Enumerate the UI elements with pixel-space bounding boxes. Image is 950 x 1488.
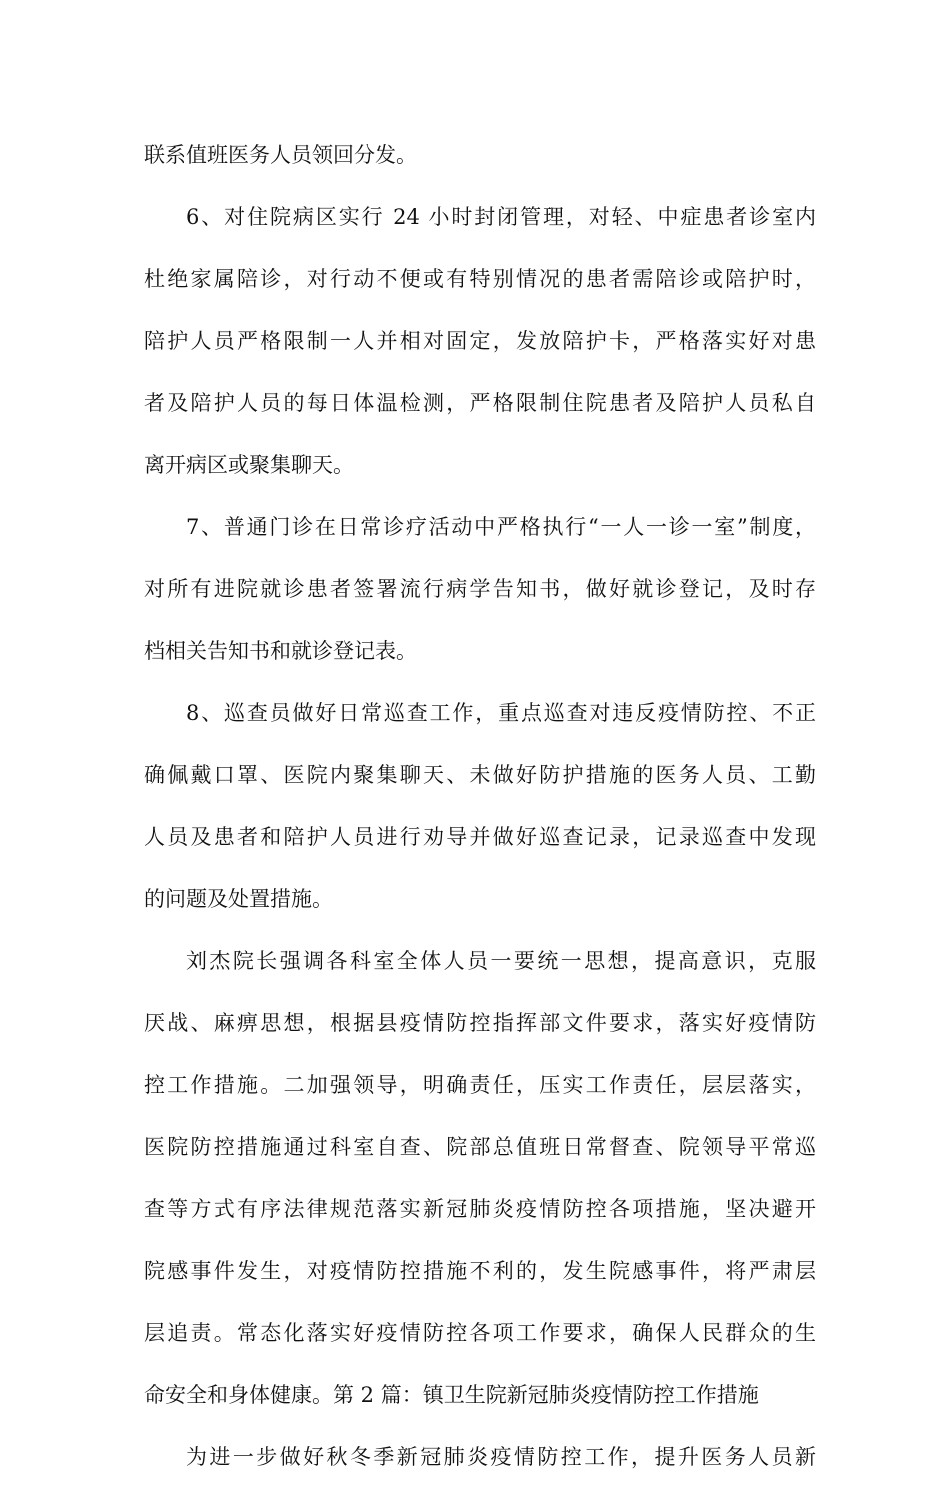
paragraph-line: 厌战、麻痹思想，根据县疫情防控指挥部文件要求，落实好疫情防 [144,1011,816,1035]
paragraph-line: 层追责。常态化落实好疫情防控各项工作要求，确保人民群众的生 [144,1321,816,1345]
paragraph-line: 刘杰院长强调各科室全体人员一要统一思想，提高意识，克服 [186,949,816,973]
paragraph-line: 联系值班医务人员领回分发。 [144,143,417,167]
paragraph-line: 院感事件发生，对疫情防控措施不利的，发生院感事件，将严肃层 [144,1259,816,1283]
paragraph-line: 查等方式有序法律规范落实新冠肺炎疫情防控各项措施，坚决避开 [144,1197,816,1221]
paragraph-line: 8、巡查员做好日常巡查工作，重点巡查对违反疫情防控、不正 [186,701,816,725]
paragraph-line: 档相关告知书和就诊登记表。 [144,639,417,663]
paragraph-line: 为进一步做好秋冬季新冠肺炎疫情防控工作，提升医务人员新 [186,1445,816,1469]
paragraph-line: 对所有进院就诊患者签署流行病学告知书，做好就诊登记，及时存 [144,577,816,601]
paragraph-line: 6、对住院病区实行 24 小时封闭管理，对轻、中症患者诊室内 [186,205,816,229]
paragraph-line: 陪护人员严格限制一人并相对固定，发放陪护卡，严格落实好对患 [144,329,816,353]
paragraph-line: 命安全和身体健康。第 2 篇：镇卫生院新冠肺炎疫情防控工作措施 [144,1383,759,1407]
paragraph-line: 者及陪护人员的每日体温检测，严格限制住院患者及陪护人员私自 [144,391,816,415]
paragraph-line: 控工作措施。二加强领导，明确责任，压实工作责任，层层落实， [144,1073,816,1097]
body-text [144,124,816,1488]
paragraph-line: 7、普通门诊在日常诊疗活动中严格执行“一人一诊一室”制度， [186,515,816,539]
paragraph-line: 离开病区或聚集聊天。 [144,453,354,477]
paragraph-line: 人员及患者和陪护人员进行劝导并做好巡查记录，记录巡查中发现 [144,825,816,849]
paragraph-line: 确佩戴口罩、医院内聚集聊天、未做好防护措施的医务人员、工勤 [144,763,816,787]
paragraph-line: 的问题及处置措施。 [144,887,333,911]
paragraph-line: 杜绝家属陪诊，对行动不便或有特别情况的患者需陪诊或陪护时， [144,267,816,291]
paragraph-line: 医院防控措施通过科室自查、院部总值班日常督查、院领导平常巡 [144,1135,816,1159]
